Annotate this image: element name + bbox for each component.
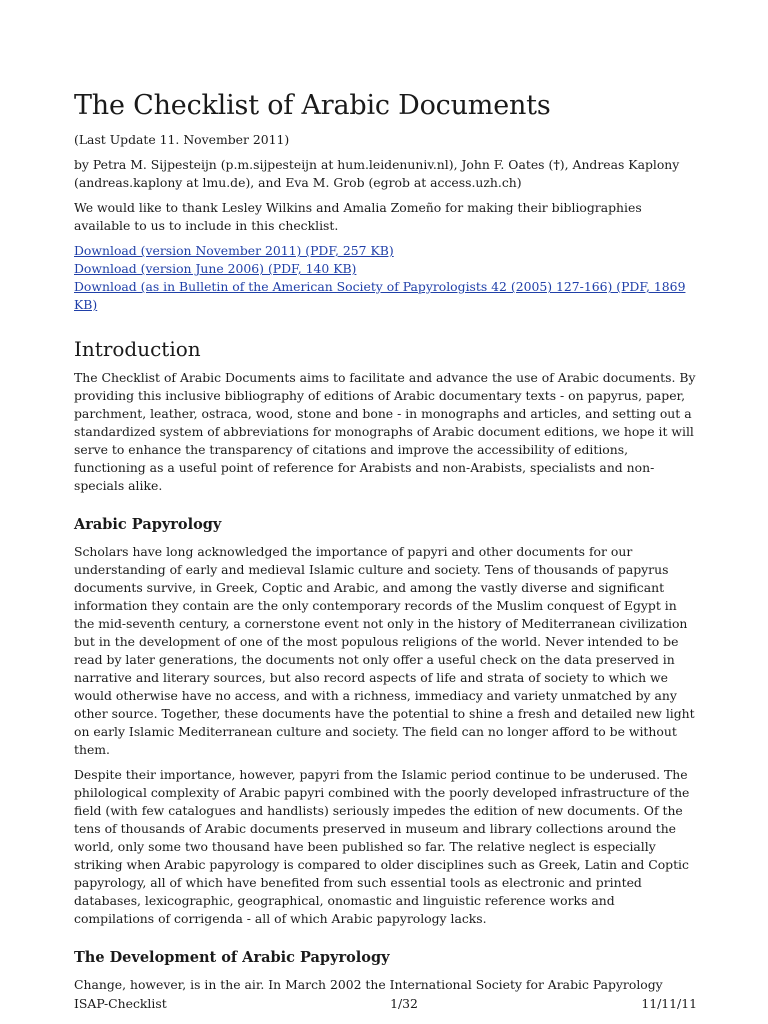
footer-site-name: ISAP-Checklist — [74, 996, 167, 1011]
authors-line — [74, 156, 698, 192]
development-heading: The Development of Arabic Papyrology — [74, 949, 390, 966]
download-link-basp-2005[interactable]: Download (as in Bulletin of the American Society of Papyrologists 42 (2005) 127-166) (PDF, 1869 KB) — [74, 279, 686, 312]
last-update: (Last Update 11. November 2011) — [74, 132, 290, 147]
introduction-paragraph: The Checklist of Arabic Documents aims to facilitate and advance the use of Arabic documents. By providing this inclusive bibliography of editions of Arabic documentary texts - on papyrus, paper, parchment, leather, ostraca, wood, stone and bone - in monographs and articles, and setting out a standardized system of abbreviations for monographs of Arabic document editions, we hope it will serve to enhance the transparency of citations and improve the accessibility of editions, functioning as a useful point of reference for Arabists and non-Arabists, specialists and non-specials alike. — [74, 370, 696, 493]
download-link-jun-2006[interactable]: Download (version June 2006) (PDF, 140 KB) — [74, 261, 357, 276]
page-footer — [74, 996, 697, 1012]
document-page — [74, 86, 698, 1001]
introduction-heading: Introduction — [74, 337, 201, 361]
footer-date: 11/11/11 — [641, 996, 697, 1011]
download-links — [74, 242, 698, 314]
arabic-papyrology-paragraph-2: Despite their importance, however, papyri from the Islamic period continue to be underused. The philological complexity of Arabic papyri combined with the poorly developed infrastructure of the field (with few catalogues and handlists) seriously impedes the edition of new documents. Of the tens of thousands of Arabic documents preserved in museum and library collections around the world, only some two thousand have been published so far. The relative neglect is especially striking when Arabic papyrology is compared to older disciplines such as Greek, Latin and Coptic papyrology, all of which have benefited from such essential tools as electronic and printed databases, lexicographic, geographical, onomastic and linguistic reference works and compilations of corrigenda - all of which Arabic papyrology lacks. — [74, 767, 690, 926]
page-title: The Checklist of Arabic Documents — [74, 90, 551, 121]
dagger-symbol: † — [553, 157, 560, 172]
acknowledgements: We would like to thank Lesley Wilkins and Amalia Zomeño for making their bibliographies available to us to include in this checklist. — [74, 200, 642, 233]
authors-text-1: by Petra M. Sijpesteijn (p.m.sijpesteijn at hum.leidenuniv.nl), John F. Oates ( — [74, 157, 554, 172]
footer-page-number: 1/32 — [390, 996, 418, 1011]
development-paragraph: Change, however, is in the air. In March 2002 the International Society for Arabic Papyrology — [74, 977, 663, 992]
arabic-papyrology-heading: Arabic Papyrology — [74, 516, 222, 533]
authors-text-2: ), Andreas Kaplony (andreas.kaplony at lmu.de), and Eva M. Grob (egrob at access.uzh.ch) — [74, 157, 680, 190]
arabic-papyrology-paragraph-1: Scholars have long acknowledged the importance of papyri and other documents for our understanding of early and medieval Islamic culture and society. Tens of thousands of papyrus documents survive, in Greek, Coptic and Arabic, and among the vastly diverse and significant information they contain are the only contemporary records of the Muslim conquest of Egypt in the mid-seventh century, a cornerstone event not only in the history of Mediterranean civilization but in the development of one of the most populous religions of the world. Never intended to be read by later generations, the documents not only offer a useful check on the data preserved in narrative and literary sources, but also record aspects of life and strata of society to which we would otherwise have no access, and with a richness, immediacy and variety unmatched by any other source. Together, these documents have the potential to shine a fresh and detailed new light on early Islamic Mediterranean culture and society. The field can no longer afford to be without them. — [74, 544, 695, 757]
download-link-nov-2011[interactable]: Download (version November 2011) (PDF, 257 KB) — [74, 243, 394, 258]
